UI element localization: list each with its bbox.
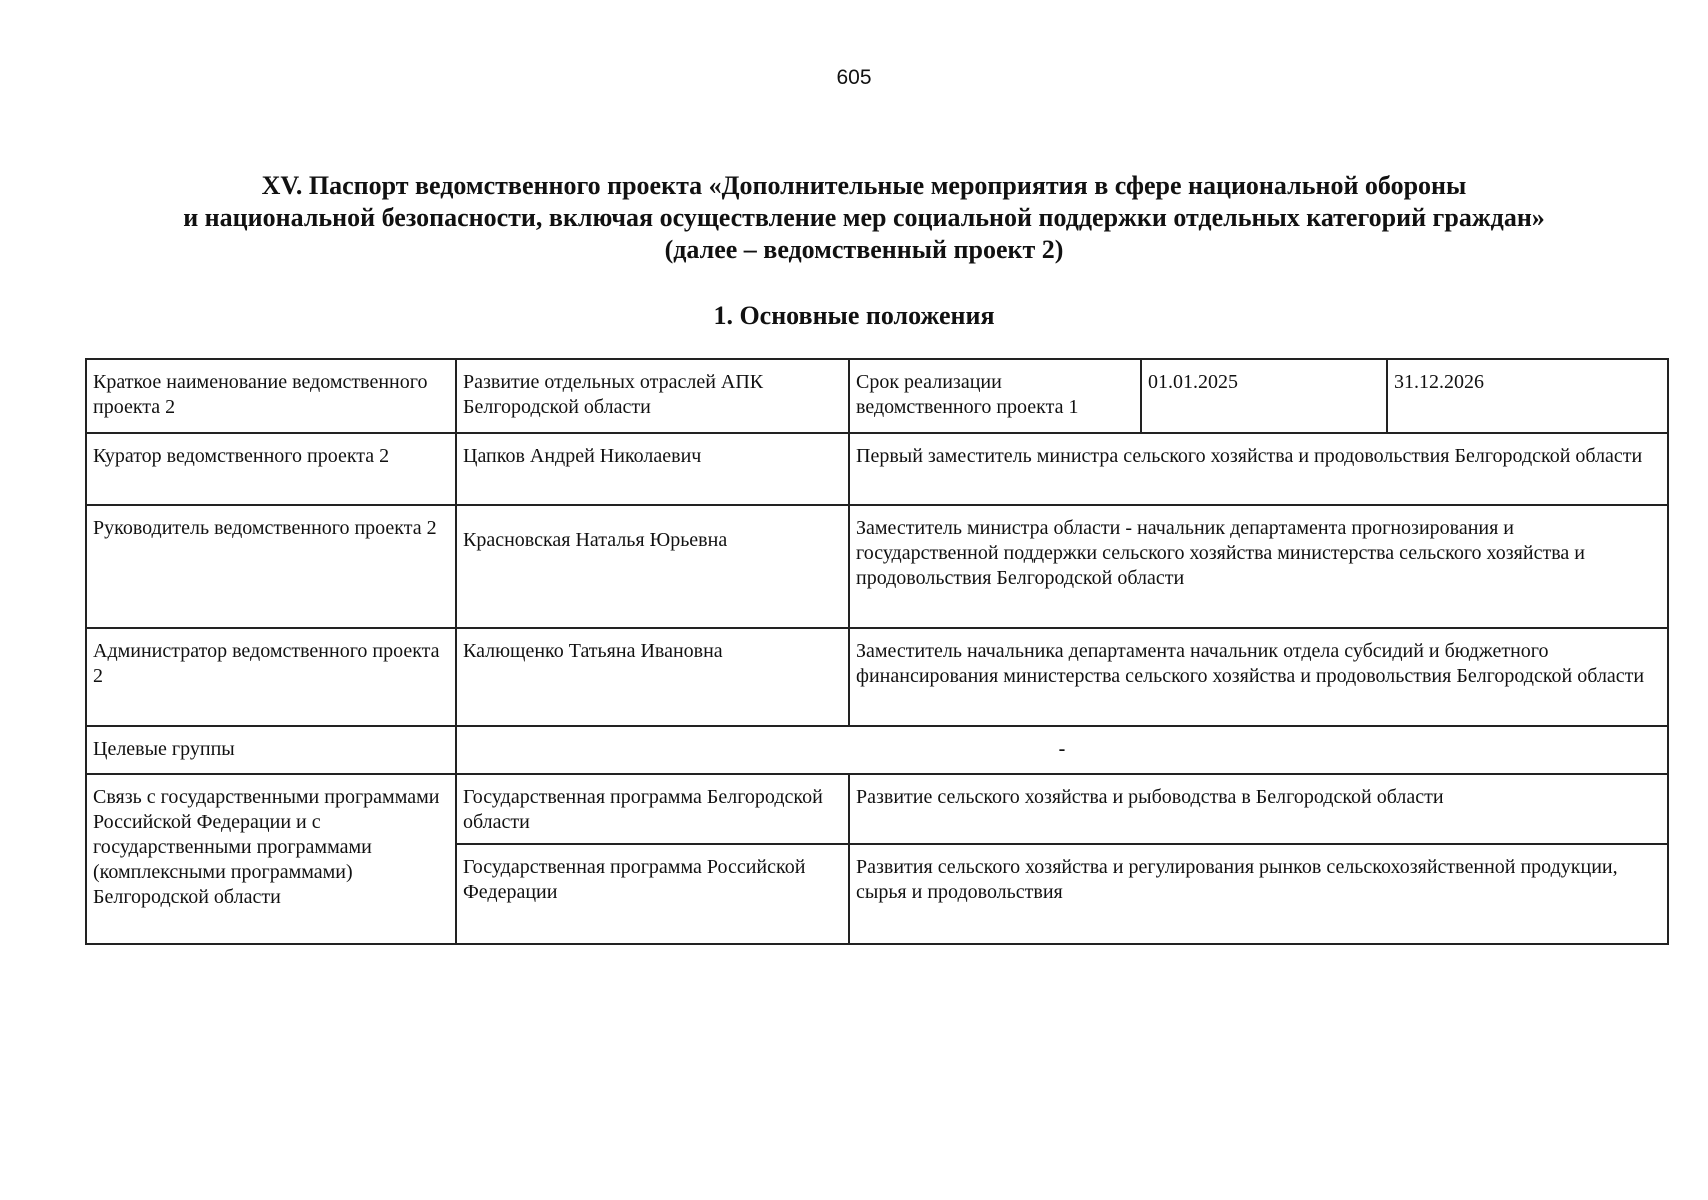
end-date: 31.12.2026 [1387, 359, 1668, 433]
administrator-position: Заместитель начальника департамента начальник отдела субсидий и бюджетного финансирования министерства сельского хозяйства и продовольствия Белгородской области [849, 628, 1668, 726]
table-row-target-groups [86, 726, 1668, 774]
start-date: 01.01.2025 [1141, 359, 1387, 433]
administrator-name: Калющенко Татьяна Ивановна [456, 628, 849, 726]
head-position: Заместитель министра области - начальник департамента прогнозирования и государственной поддержки сельского хозяйства министерства сельского хозяйства и продовольствия Белгородской области [849, 505, 1668, 628]
target-groups-value: - [456, 726, 1668, 774]
table-row-head [86, 505, 1668, 628]
document-title [60, 170, 1668, 266]
table-row-curator [86, 433, 1668, 505]
links-program-type-2: Государственная программа Российской Федерации [456, 844, 849, 944]
title-line-3: (далее – ведомственный проект 2) [664, 235, 1064, 264]
table-row-administrator [86, 628, 1668, 726]
title-line-1: XV. Паспорт ведомственного проекта «Дополнительные мероприятия в сфере национальной обороны [261, 171, 1467, 200]
head-name: Красновская Наталья Юрьевна [456, 505, 849, 628]
title-line-2: и национальной безопасности, включая осуществление мер социальной поддержки отдельных категорий граждан» [183, 203, 1545, 232]
curator-position: Первый заместитель министра сельского хозяйства и продовольствия Белгородской области [849, 433, 1668, 505]
term-label: Срок реализации ведомственного проекта 1 [849, 359, 1141, 433]
short-name-label: Краткое наименование ведомственного проекта 2 [86, 359, 456, 433]
page-number: 605 [836, 66, 872, 89]
curator-name: Цапков Андрей Николаевич [456, 433, 849, 505]
table-row-short-name [86, 359, 1668, 433]
links-program-type-1: Государственная программа Белгородской области [456, 774, 849, 844]
head-label: Руководитель ведомственного проекта 2 [86, 505, 456, 628]
project-passport-table [85, 358, 1669, 945]
section-heading: 1. Основные положения [713, 301, 995, 330]
links-program-name-1: Развитие сельского хозяйства и рыбоводства в Белгородской области [849, 774, 1668, 844]
links-program-name-2: Развития сельского хозяйства и регулирования рынков сельскохозяйственной продукции, сырья и продовольствия [849, 844, 1668, 944]
links-label: Связь с государственными программами Российской Федерации и с государственными программами (комплексными программами) Белгородской области [86, 774, 456, 944]
table-row-links-1 [86, 774, 1668, 844]
target-groups-label: Целевые группы [86, 726, 456, 774]
short-name-value: Развитие отдельных отраслей АПК Белгородской области [456, 359, 849, 433]
curator-label: Куратор ведомственного проекта 2 [86, 433, 456, 505]
administrator-label: Администратор ведомственного проекта 2 [86, 628, 456, 726]
